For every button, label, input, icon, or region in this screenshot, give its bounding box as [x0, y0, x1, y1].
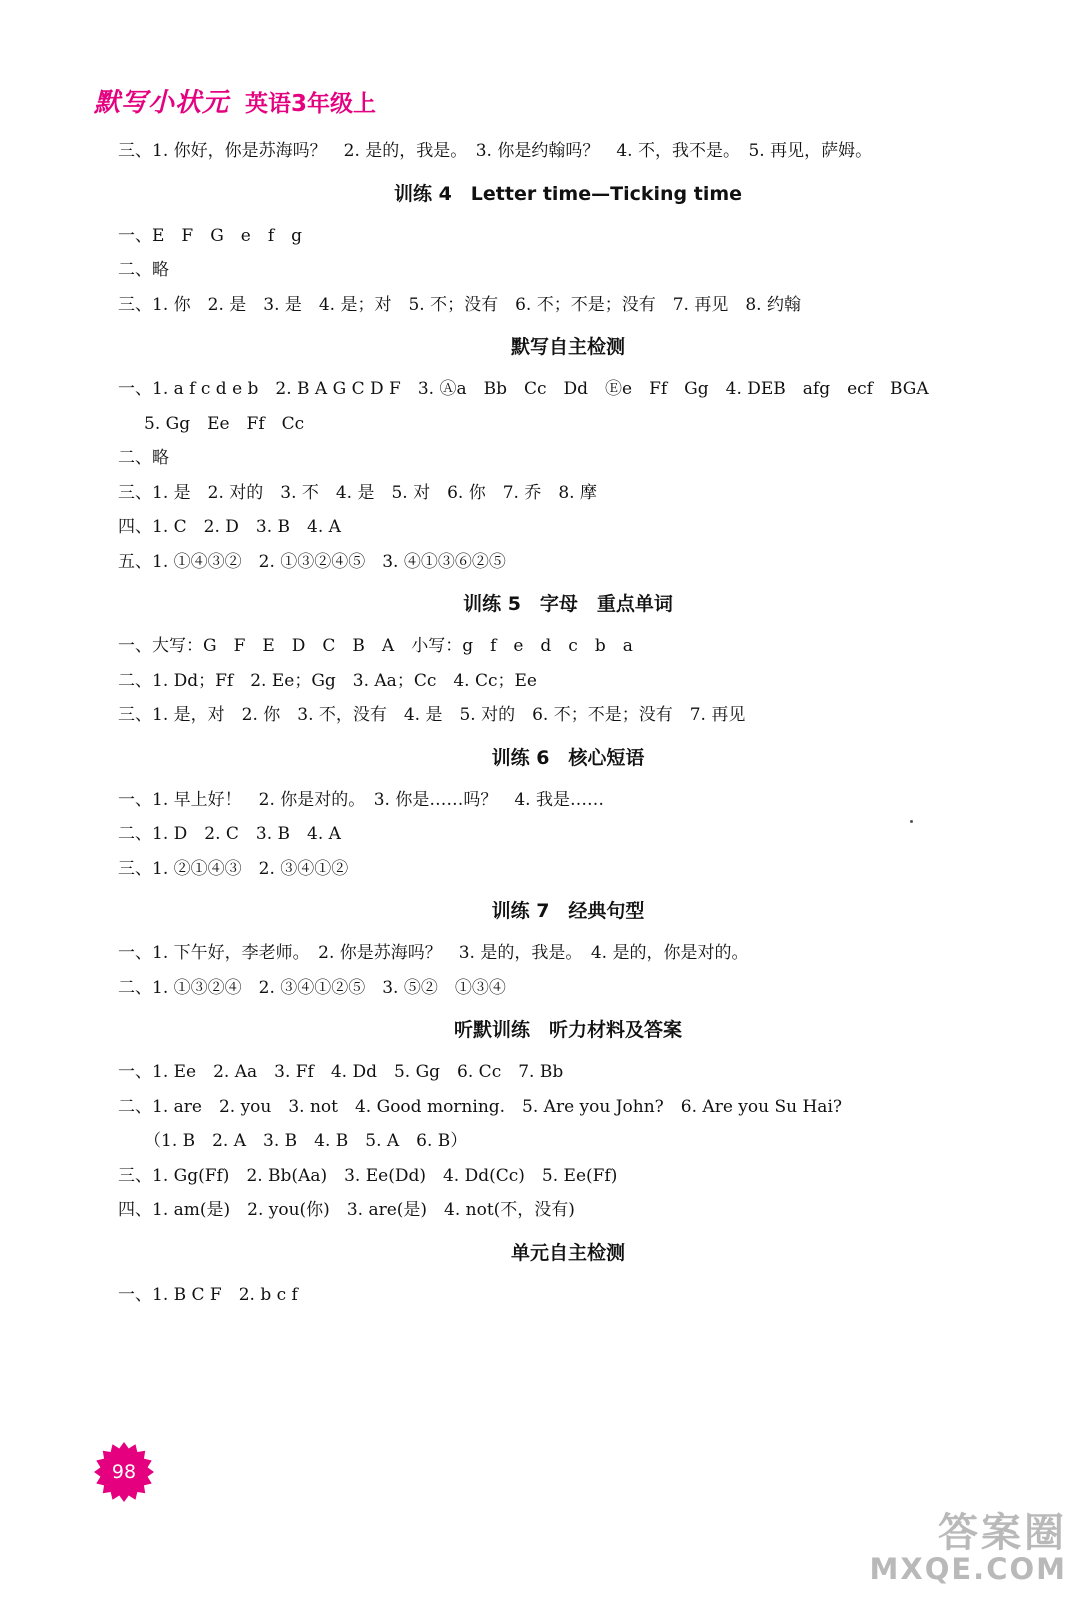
section-title: 默写自主检测 — [510, 336, 625, 358]
section-title: 训练 6 核心短语 — [491, 746, 645, 769]
answer-line: （1. B 2. A 3. B 4. B 5. A 6. B） — [144, 1131, 468, 1151]
answer-line: 二、略 — [118, 260, 169, 280]
section-title: 训练 7 经典句型 — [491, 900, 645, 922]
answer-line: 一、1. 下午好，李老师。 2. 你是苏海吗？ 3. 是的，我是。 4. 是的，你是对的。 — [118, 943, 749, 963]
answer-line: 四、1. am(是) 2. you(你) 3. are(是) 4. not(不，没有) — [118, 1200, 575, 1220]
section-title: 单元自主检测 — [510, 1241, 625, 1264]
answer-line: 二、1. are 2. you 3. not 4. Good morning. 5. Are you John? 6. Are you Su Hai? — [118, 1096, 842, 1117]
section-title: 训练 5 字母 重点单词 — [463, 593, 673, 615]
section-title: 训练 4 Letter time—Ticking time — [393, 182, 743, 205]
answer-line: 三、1. 是 2. 对的 3. 不 4. 是 5. 对 6. 你 7. 乔 8. 摩 — [118, 482, 597, 503]
brand-title: 默写小状元 — [94, 88, 230, 118]
answer-line: 三、1. 你 2. 是 3. 是 4. 是；对 5. 不；没有 6. 不；不是；没有 7. 再见 8. 约翰 — [118, 294, 801, 315]
page-header — [94, 82, 376, 122]
subject-title: 英语3年级上 — [245, 91, 377, 117]
watermark — [869, 1509, 1068, 1586]
answer-line: 三、1. 你好，你是苏海吗？ 2. 是的，我是。 3. 你是约翰吗？ 4. 不，我不是。 5. 再见，萨姆。 — [118, 141, 873, 161]
answer-line: 5. Gg Ee Ff Cc — [144, 413, 305, 434]
answer-line: 二、1. Dd；Ff 2. Ee；Gg 3. Aa；Cc 4. Cc；Ee — [118, 670, 537, 691]
page-number-badge — [94, 1442, 154, 1502]
answer-line: 四、1. C 2. D 3. B 4. A — [118, 517, 341, 537]
answer-line: 一、大写：G F E D C B A 小写：g f e d c b a — [118, 636, 633, 656]
answer-line: 三、1. Gg(Ff) 2. Bb(Aa) 3. Ee(Dd) 4. Dd(Cc) 5. Ee(Ff) — [118, 1165, 618, 1186]
answer-line: 三、1. 是，对 2. 你 3. 不，没有 4. 是 5. 对的 6. 不；不是；没有 7. 再见 — [118, 705, 746, 725]
answer-line: 二、1. ①③②④ 2. ③④①②⑤ 3. ⑤② ①③④ — [118, 977, 506, 998]
watermark-url: MXQE.COM — [869, 1551, 1067, 1586]
answer-line: 三、1. ②①④③ 2. ③④①② — [118, 858, 349, 879]
section-title: 听默训练 听力材料及答案 — [453, 1019, 682, 1041]
stray-dot — [910, 820, 913, 823]
page-number: 98 — [111, 1461, 137, 1483]
answer-line: 一、E F G e f g — [118, 225, 303, 246]
answer-line: 五、1. ①④③② 2. ①③②④⑤ 3. ④①③⑥②⑤ — [118, 551, 506, 572]
answer-line: 一、1. Ee 2. Aa 3. Ff 4. Dd 5. Gg 6. Cc 7. Bb — [118, 1062, 564, 1082]
answer-line: 一、1. B C F 2. b c f — [118, 1284, 298, 1305]
answer-line: 二、1. D 2. C 3. B 4. A — [118, 824, 341, 844]
watermark-logo-text: 答案圈 — [938, 1509, 1067, 1556]
answer-line: 一、1. a f c d e b 2. B A G C D F 3. Ⓐa Bb Cc Dd Ⓔe Ff Gg 4. DEB afg ecf BGA — [118, 379, 929, 399]
answer-line: 一、1. 早上好！ 2. 你是对的。 3. 你是……吗？ 4. 我是…… — [118, 789, 604, 810]
answer-line: 二、略 — [118, 448, 169, 468]
answer-content — [118, 134, 1018, 1312]
